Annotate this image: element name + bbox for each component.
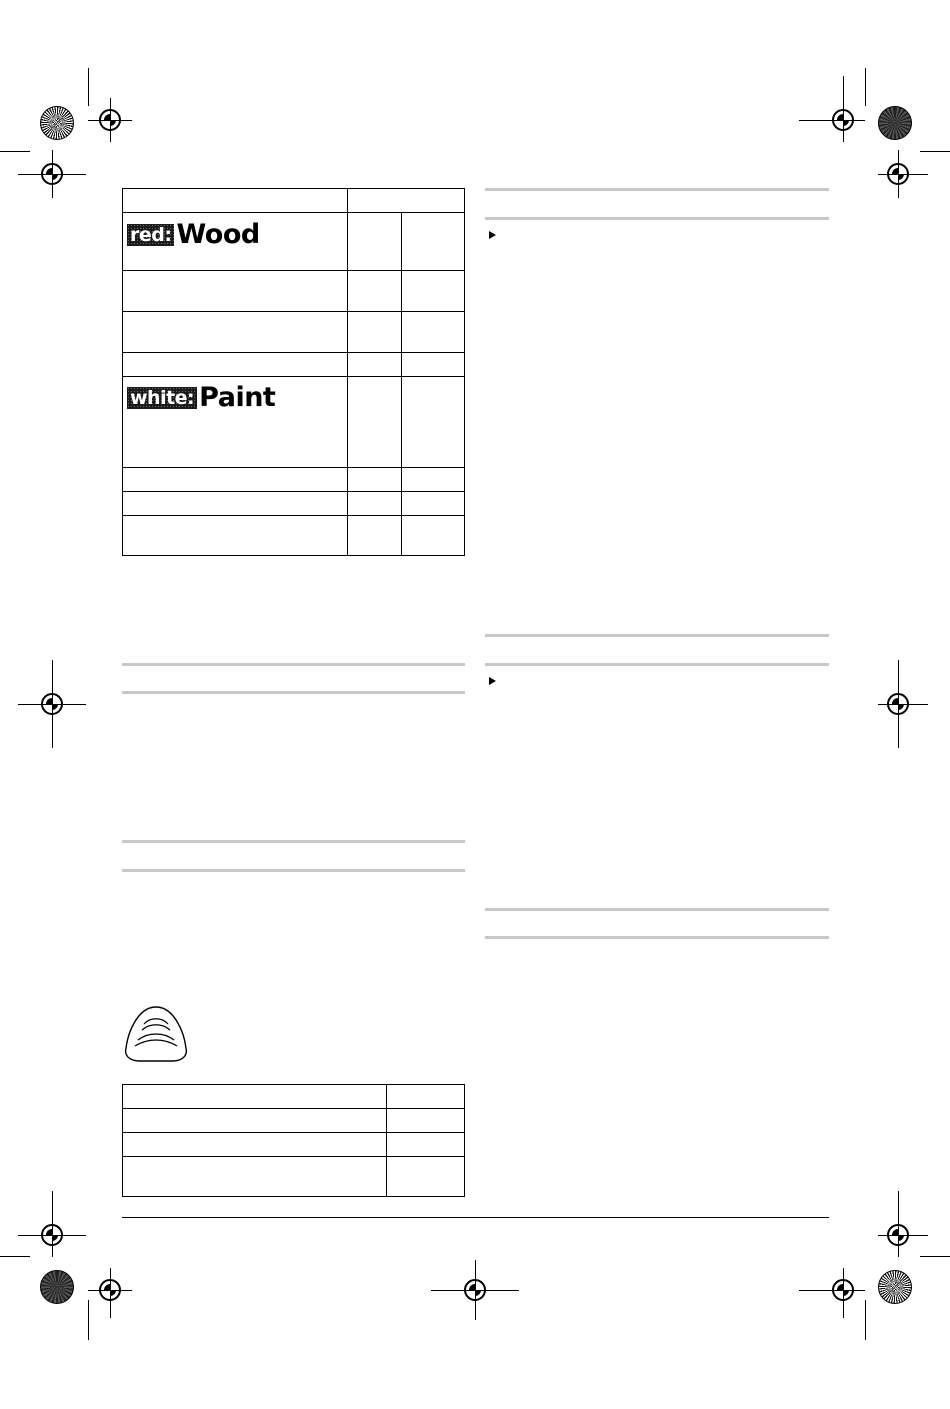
triangle-right-icon	[489, 231, 496, 239]
red-wood-logo-badge: red:	[127, 224, 174, 246]
triangle-right-icon	[489, 677, 496, 685]
section-header-rule	[485, 188, 829, 191]
color-target-icon	[40, 106, 74, 140]
red-wood-logo	[127, 219, 260, 250]
table-row-divider	[122, 311, 465, 312]
white-paint-logo	[127, 382, 275, 413]
table-row-divider	[122, 467, 465, 468]
crop-line	[920, 1256, 950, 1257]
section-header-rule	[122, 691, 465, 694]
table-row-divider	[122, 1132, 465, 1133]
section-header-rule	[485, 634, 829, 637]
table-row-divider	[122, 352, 465, 353]
section-header-rule	[485, 663, 829, 666]
section-header-rule	[485, 217, 829, 220]
section-header-rule	[122, 840, 465, 843]
table-row-divider	[122, 376, 465, 377]
red-wood-logo-word: Wood	[176, 219, 260, 250]
section-header-rule	[122, 663, 465, 666]
color-target-icon	[878, 106, 912, 140]
crop-line	[0, 151, 30, 152]
crop-line	[88, 1300, 89, 1340]
color-target-icon	[878, 1270, 912, 1304]
table-row-divider	[122, 270, 465, 271]
table-row-divider	[122, 1108, 465, 1109]
white-paint-logo-word: Paint	[199, 382, 276, 413]
crop-line	[0, 1256, 30, 1257]
section-header-rule	[485, 936, 829, 939]
crop-line	[865, 68, 866, 106]
table-row-divider	[122, 515, 465, 516]
section-header-rule	[485, 908, 829, 911]
sanding-sheet-table	[122, 1084, 465, 1197]
table-row-divider	[122, 1156, 465, 1157]
sanding-pad-icon	[120, 1004, 192, 1066]
table-divider	[347, 188, 348, 556]
white-paint-logo-badge: white:	[127, 387, 197, 409]
crop-line	[865, 1300, 866, 1340]
color-target-icon	[40, 1270, 74, 1304]
page-footer-rule	[122, 1217, 829, 1218]
crop-line	[920, 151, 950, 152]
crop-line	[88, 68, 89, 106]
section-header-rule	[122, 869, 465, 872]
table-row-divider	[122, 212, 465, 213]
table-divider	[401, 212, 402, 556]
table-row-divider	[122, 491, 465, 492]
table-divider	[386, 1084, 387, 1197]
